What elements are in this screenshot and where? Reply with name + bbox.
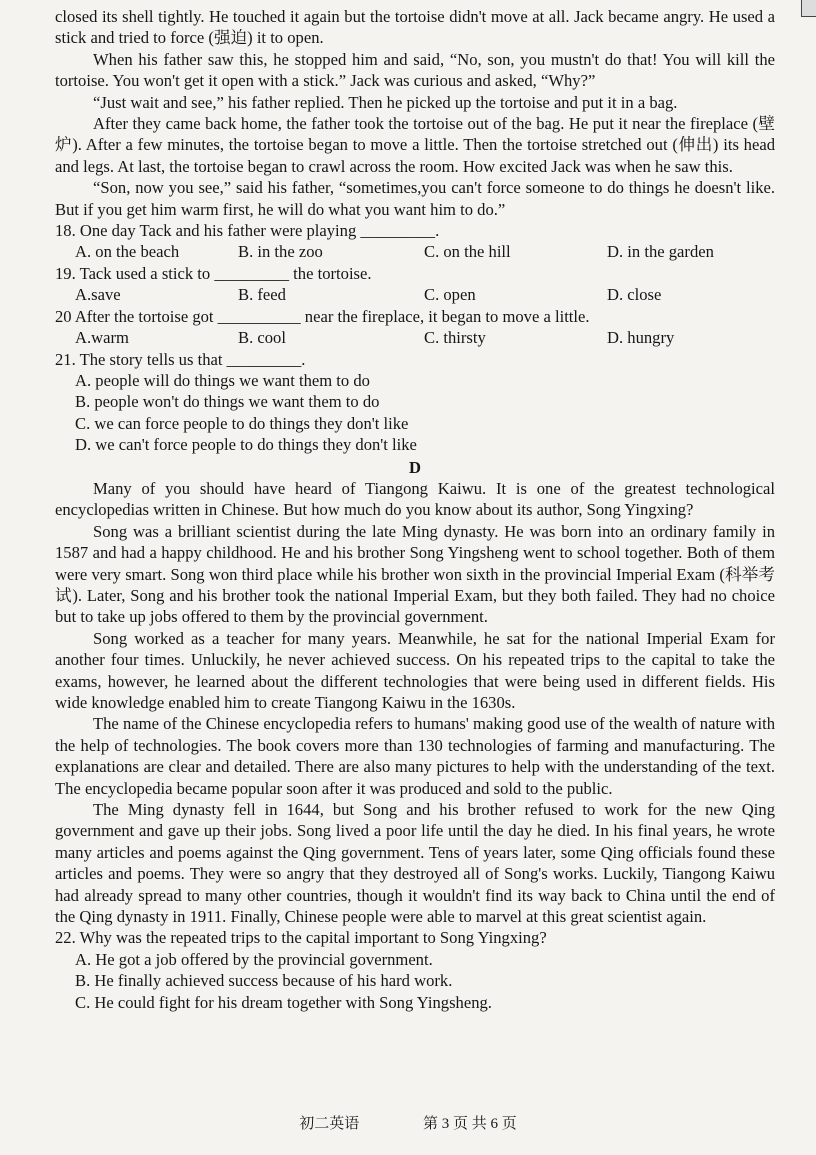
option-c: C. open xyxy=(424,285,476,305)
option-d: D. in the garden xyxy=(607,242,714,262)
option-b: B. in the zoo xyxy=(238,242,323,262)
question-19-options xyxy=(55,284,775,305)
passage-paragraph: The name of the Chinese encyclopedia refers to humans' making good use of the wealth of nature with the help of technologies. The book covers more than 130 technologies of farming and manufacturing. The explanations are clear and detailed. There are also many pictures to help with the understanding of the text. The encyclopedia became popular soon after it was produced and sold to the public. xyxy=(55,714,775,798)
option-b: B. cool xyxy=(238,328,286,348)
option-c: C. thirsty xyxy=(424,328,486,348)
option-a: A. on the beach xyxy=(75,242,180,262)
option-d: D. we can't force people to do things they don't like xyxy=(75,435,417,455)
section-heading: D xyxy=(409,457,421,477)
passage-paragraph: Many of you should have heard of Tiangong Kaiwu. It is one of the greatest technological encyclopedias written in Chinese. But how much do you know about its author, Song Yingxing? xyxy=(55,478,775,520)
footer-subject: 初二英语 xyxy=(299,1116,360,1132)
passage-paragraph: The Ming dynasty fell in 1644, but Song and his brother refused to work for the new Qing government and gave up their jobs. Song lived a poor life until the day he died. In his final years, he wrote many articles and poems against the Qing government. Tens of years later, some Qing officials found these articles and poems. They were so angry that they destroyed all of Song's works. Luckily, Tiangong Kaiwu had already spread to many other countries, though it wouldn't find its way back to China until the end of the Qing dynasty in 1911. Finally, Chinese people were able to marvel at this great scientist again. xyxy=(55,800,775,927)
option-a: A. people will do things we want them to do xyxy=(75,370,370,390)
page-corner-mark xyxy=(801,0,816,17)
option-b: B. people won't do things we want them to do xyxy=(75,392,380,412)
option-a: A.save xyxy=(75,285,121,305)
story-paragraph: closed its shell tightly. He touched it again but the tortoise didn't move at all. Jack became angry. He used a stick and tried to force (强迫) it to open. xyxy=(55,7,775,48)
story-paragraph: “Son, now you see,” said his father, “sometimes,you can't force someone to do things he doesn't like. But if you get him warm first, he will do what you want him to do.” xyxy=(55,178,775,219)
question-20-stem: 20 After the tortoise got __________ near the fireplace, it began to move a little. xyxy=(55,306,590,326)
footer-page-info: 第 3 页 共 6 页 xyxy=(423,1116,517,1132)
question-19-stem: 19. Tack used a stick to _________ the tortoise. xyxy=(55,263,372,283)
option-c: C. He could fight for his dream together with Song Yingsheng. xyxy=(75,992,492,1012)
question-22-stem: 22. Why was the repeated trips to the capital important to Song Yingxing? xyxy=(55,928,547,948)
story-paragraph: After they came back home, the father took the tortoise out of the bag. He put it near the fireplace (壁炉). After a few minutes, the tortoise began to move a little. Then the tortoise stretched out (伸出) its head and legs. At last, the tortoise began to crawl across the room. How excited Jack was when he saw this. xyxy=(55,114,775,176)
exam-page xyxy=(55,6,775,1013)
option-c: C. on the hill xyxy=(424,242,511,262)
option-a: A.warm xyxy=(75,328,129,348)
question-21-stem: 21. The story tells us that _________. xyxy=(55,349,306,369)
passage-paragraph: Song was a brilliant scientist during the late Ming dynasty. He was born into an ordinary family in 1587 and had a happy childhood. He and his brother Song Yingsheng went to school together. Both of them were very smart. Song won third place while his brother won sixth in the provincial Imperial Exam (科举考试). Later, Song and his brother took the national Imperial Exam, but they both failed. They had no choice but to take up jobs offered to them by the provincial government. xyxy=(55,521,775,627)
option-d: D. hungry xyxy=(607,328,675,348)
question-18-stem: 18. One day Tack and his father were playing _________. xyxy=(55,221,440,241)
option-c: C. we can force people to do things they don't like xyxy=(75,413,409,433)
page-footer xyxy=(0,1112,816,1133)
option-b: B. He finally achieved success because of his hard work. xyxy=(75,971,453,991)
question-20-options xyxy=(55,327,775,348)
option-a: A. He got a job offered by the provincial government. xyxy=(75,949,433,969)
story-paragraph: “Just wait and see,” his father replied. Then he picked up the tortoise and put it in a bag. xyxy=(93,92,678,112)
question-18-options xyxy=(55,241,775,262)
story-paragraph: When his father saw this, he stopped him and said, “No, son, you mustn't do that! You will kill the tortoise. You won't get it open with a stick.” Jack was curious and asked, “Why?” xyxy=(55,49,775,91)
option-b: B. feed xyxy=(238,285,286,305)
passage-paragraph: Song worked as a teacher for many years. Meanwhile, he sat for the national Imperial Exam for another four times. Unluckily, he never achieved success. On his repeated trips to the capital to take the exams, however, he learned about the different technologies that were being used in different fields. His wide knowledge enabled him to create Tiangong Kaiwu in the 1630s. xyxy=(55,628,775,712)
option-d: D. close xyxy=(607,285,662,305)
